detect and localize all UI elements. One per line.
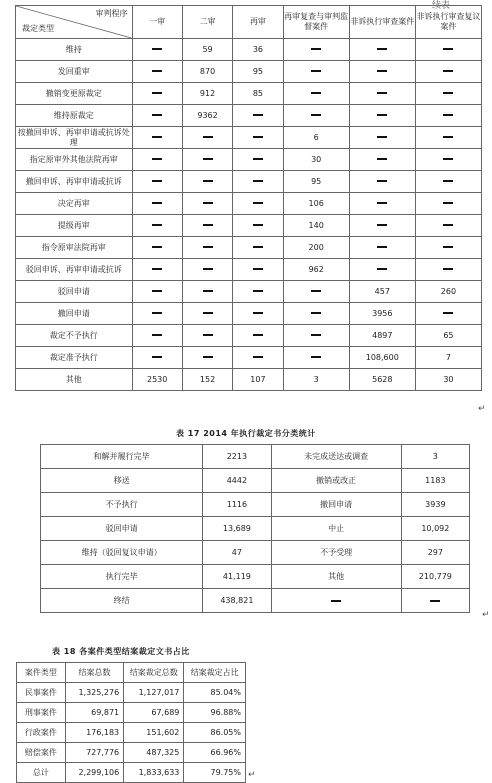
table-cell [132, 193, 182, 215]
table-cell [132, 281, 182, 303]
table-cell: 260 [415, 281, 481, 303]
table-cell [401, 589, 469, 613]
table-row [41, 565, 470, 589]
table-cell: 41,119 [203, 565, 271, 589]
dash-mark [443, 180, 453, 182]
table-row [16, 39, 482, 61]
dash-mark [311, 334, 321, 336]
table-cell [132, 237, 182, 259]
table-cell: 30 [283, 149, 349, 171]
table-cell [283, 83, 349, 105]
row-label: 驳回申请 [16, 281, 133, 303]
dash-mark [253, 268, 263, 270]
table-cell: 总计 [17, 763, 66, 783]
table-cell: 和解并履行完毕 [41, 445, 203, 469]
table-cell: 487,325 [124, 743, 184, 763]
table-cell: 86.05% [184, 723, 246, 743]
table-cell [349, 193, 415, 215]
table-cell [283, 39, 349, 61]
dash-mark [311, 48, 321, 50]
table-cell [415, 259, 481, 281]
table-cell [132, 215, 182, 237]
dash-mark [152, 114, 162, 116]
dash-mark [443, 312, 453, 314]
dash-mark [443, 246, 453, 248]
table-cell: 4897 [349, 325, 415, 347]
table-cell: 151,602 [124, 723, 184, 743]
table-row [17, 703, 246, 723]
table-cell: 9362 [182, 105, 232, 127]
dash-mark [443, 114, 453, 116]
table-cell [233, 281, 283, 303]
table-cell: 2,299,106 [65, 763, 123, 783]
case-type-ratio-table [16, 662, 246, 783]
table-cell [415, 215, 481, 237]
table-cell: 3 [283, 369, 349, 391]
table-cell [182, 171, 232, 193]
row-label: 指定原审外其他法院再审 [16, 149, 133, 171]
table-cell: 107 [233, 369, 283, 391]
table-row [16, 259, 482, 281]
row-label: 维持 [16, 39, 133, 61]
table-row [41, 469, 470, 493]
table-cell: 210,779 [401, 565, 469, 589]
row-label: 驳回申诉、再审申请或抗诉 [16, 259, 133, 281]
table-cell [182, 237, 232, 259]
dash-mark [253, 290, 263, 292]
table-row [17, 683, 246, 703]
corner-bottom-label: 裁定类型 [22, 24, 54, 33]
table-cell [182, 303, 232, 325]
table-cell [132, 149, 182, 171]
dash-mark [152, 246, 162, 248]
dash-mark [377, 202, 387, 204]
dash-mark [253, 158, 263, 160]
dash-mark [253, 136, 263, 138]
dash-mark [377, 48, 387, 50]
corner-top-label: 审判程序 [95, 9, 128, 18]
paragraph-mark-icon: ↵ [478, 404, 486, 414]
execution-ruling-table-body [41, 445, 470, 613]
table-cell [233, 215, 283, 237]
dash-mark [443, 202, 453, 204]
dash-mark [152, 48, 162, 50]
table-cell: 中止 [271, 517, 401, 541]
table-cell: 撤销或改正 [271, 469, 401, 493]
table-cell [233, 325, 283, 347]
table-cell [415, 127, 481, 149]
table-cell [415, 193, 481, 215]
dash-mark [377, 246, 387, 248]
table-cell [233, 347, 283, 369]
table-cell [132, 325, 182, 347]
table-cell: 移送 [41, 469, 203, 493]
table-cell: 727,776 [65, 743, 123, 763]
table-cell [349, 127, 415, 149]
dash-mark [377, 180, 387, 182]
table-cell: 刑事案件 [17, 703, 66, 723]
continued-label: 续表 [432, 1, 451, 11]
col-header: 结案裁定占比 [184, 663, 246, 683]
dash-mark [152, 268, 162, 270]
dash-mark [311, 70, 321, 72]
table-cell: 85.04% [184, 683, 246, 703]
dash-mark [253, 246, 263, 248]
diagonal-header-cell [16, 6, 133, 39]
table-cell: 47 [203, 541, 271, 565]
table-cell [182, 193, 232, 215]
dash-mark [152, 92, 162, 94]
dash-mark [152, 334, 162, 336]
ruling-type-table-body [16, 39, 482, 391]
table-cell [349, 171, 415, 193]
dash-mark [152, 70, 162, 72]
table-cell: 297 [401, 541, 469, 565]
table-cell [182, 347, 232, 369]
row-label: 撤回申请 [16, 303, 133, 325]
table-cell [283, 347, 349, 369]
table-cell [132, 347, 182, 369]
table-cell: 赔偿案件 [17, 743, 66, 763]
row-label: 发回重审 [16, 61, 133, 83]
table-cell [182, 149, 232, 171]
table-cell: 13,689 [203, 517, 271, 541]
table-cell: 撤回申请 [271, 493, 401, 517]
dash-mark [203, 268, 213, 270]
table-cell [415, 39, 481, 61]
table-cell: 140 [283, 215, 349, 237]
table-row [17, 743, 246, 763]
table-row [16, 105, 482, 127]
ruling-type-table [15, 5, 482, 391]
dash-mark [443, 70, 453, 72]
table-cell: 7 [415, 347, 481, 369]
execution-ruling-table [40, 444, 470, 613]
row-label: 指令原审法院再审 [16, 237, 133, 259]
table-cell: 65 [415, 325, 481, 347]
dash-mark [311, 92, 321, 94]
table-cell [349, 39, 415, 61]
table-cell: 不予执行 [41, 493, 203, 517]
dash-mark [203, 180, 213, 182]
dash-mark [253, 180, 263, 182]
dash-mark [152, 180, 162, 182]
dash-mark [253, 224, 263, 226]
paragraph-mark-icon: ↵ [482, 610, 490, 620]
table-cell: 4442 [203, 469, 271, 493]
col-header: 结案总数 [65, 663, 123, 683]
table-row [16, 127, 482, 149]
dash-mark [152, 158, 162, 160]
table-cell [283, 61, 349, 83]
table-cell [349, 149, 415, 171]
table-cell: 457 [349, 281, 415, 303]
table-cell: 67,689 [124, 703, 184, 723]
table-cell: 438,821 [203, 589, 271, 613]
row-label: 裁定准予执行 [16, 347, 133, 369]
table-cell: 1,833,633 [124, 763, 184, 783]
table-cell: 66.96% [184, 743, 246, 763]
table-cell: 终结 [41, 589, 203, 613]
dash-mark [443, 136, 453, 138]
table-row [41, 517, 470, 541]
table-cell [233, 193, 283, 215]
table-row [17, 763, 246, 783]
dash-mark [203, 312, 213, 314]
table-cell: 962 [283, 259, 349, 281]
dash-mark [152, 356, 162, 358]
table-cell: 1183 [401, 469, 469, 493]
dash-mark [203, 136, 213, 138]
table-cell [182, 281, 232, 303]
table-cell [233, 149, 283, 171]
table-cell: 5628 [349, 369, 415, 391]
table-cell [415, 171, 481, 193]
table18-caption: 表 18 各案件类型结案裁定文书占比 [52, 647, 190, 656]
table-cell [132, 83, 182, 105]
table-cell [233, 303, 283, 325]
table-cell: 176,183 [65, 723, 123, 743]
table-cell: 其他 [271, 565, 401, 589]
dash-mark [152, 202, 162, 204]
row-label: 裁定不予执行 [16, 325, 133, 347]
table-cell [349, 105, 415, 127]
dash-mark [152, 224, 162, 226]
table-cell: 民事案件 [17, 683, 66, 703]
table-cell [283, 303, 349, 325]
table-row [16, 369, 482, 391]
dash-mark [331, 600, 341, 602]
table-cell [182, 259, 232, 281]
table-cell [283, 105, 349, 127]
table-cell [182, 215, 232, 237]
table-cell [283, 325, 349, 347]
dash-mark [377, 268, 387, 270]
table-cell [132, 171, 182, 193]
table-cell: 6 [283, 127, 349, 149]
dash-mark [203, 246, 213, 248]
table-row [16, 237, 482, 259]
col-header: 再审 [233, 6, 283, 39]
table-cell: 2213 [203, 445, 271, 469]
row-label: 撤销变更原裁定 [16, 83, 133, 105]
table-cell: 1,127,017 [124, 683, 184, 703]
dash-mark [253, 356, 263, 358]
table-row [41, 445, 470, 469]
table-cell [132, 127, 182, 149]
paragraph-mark-icon: ↵ [248, 770, 256, 780]
dash-mark [203, 290, 213, 292]
table-cell: 3 [401, 445, 469, 469]
table-cell: 870 [182, 61, 232, 83]
table-row [16, 193, 482, 215]
col-header: 案件类型 [17, 663, 66, 683]
dash-mark [253, 334, 263, 336]
dash-mark [377, 158, 387, 160]
table-cell: 1116 [203, 493, 271, 517]
dash-mark [253, 312, 263, 314]
dash-mark [430, 600, 440, 602]
col-header: 再审复查与审判监督案件 [283, 6, 349, 39]
table-cell [349, 61, 415, 83]
table-row [16, 325, 482, 347]
dash-mark [443, 268, 453, 270]
table-row [16, 303, 482, 325]
table-cell: 85 [233, 83, 283, 105]
table-cell [182, 325, 232, 347]
table-cell [233, 259, 283, 281]
dash-mark [311, 114, 321, 116]
table-cell [349, 83, 415, 105]
dash-mark [203, 158, 213, 160]
dash-mark [253, 202, 263, 204]
dash-mark [377, 70, 387, 72]
table-cell: 108,600 [349, 347, 415, 369]
table-cell: 3939 [401, 493, 469, 517]
dash-mark [443, 224, 453, 226]
dash-mark [377, 224, 387, 226]
table-row [16, 347, 482, 369]
dash-mark [203, 224, 213, 226]
table-cell: 95 [283, 171, 349, 193]
table-cell [415, 149, 481, 171]
dash-mark [253, 114, 263, 116]
table-cell: 30 [415, 369, 481, 391]
dash-mark [203, 356, 213, 358]
table-row [41, 493, 470, 517]
table-cell: 2530 [132, 369, 182, 391]
row-label: 其他 [16, 369, 133, 391]
table-cell [132, 259, 182, 281]
table-row [16, 149, 482, 171]
row-label: 提级再审 [16, 215, 133, 237]
dash-mark [377, 114, 387, 116]
table-row [41, 589, 470, 613]
table-cell: 不予受理 [271, 541, 401, 565]
dash-mark [152, 312, 162, 314]
table-row [16, 61, 482, 83]
table-row [17, 723, 246, 743]
table-cell: 152 [182, 369, 232, 391]
col-header: 一审 [132, 6, 182, 39]
table-cell: 执行完毕 [41, 565, 203, 589]
table-row [16, 83, 482, 105]
table-row [41, 541, 470, 565]
dash-mark [377, 136, 387, 138]
table-row [16, 171, 482, 193]
table-cell: 59 [182, 39, 232, 61]
table-cell: 36 [233, 39, 283, 61]
dash-mark [311, 312, 321, 314]
col-header: 结案裁定总数 [124, 663, 184, 683]
dash-mark [443, 48, 453, 50]
table-cell [415, 83, 481, 105]
row-label: 维持原裁定 [16, 105, 133, 127]
dash-mark [443, 158, 453, 160]
table-cell [415, 303, 481, 325]
table-row [16, 281, 482, 303]
table-cell [132, 61, 182, 83]
table-cell [415, 105, 481, 127]
table-cell [349, 215, 415, 237]
col-header: 非诉执行审查复议案件 [415, 6, 481, 39]
table-cell [233, 105, 283, 127]
table-cell [415, 61, 481, 83]
row-label: 按撤回申诉、再审申请或抗诉处理 [16, 127, 133, 149]
table-cell: 200 [283, 237, 349, 259]
table-cell [132, 39, 182, 61]
table-row [16, 215, 482, 237]
table-cell [349, 237, 415, 259]
col-header: 非诉执行审查案件 [349, 6, 415, 39]
table-cell: 106 [283, 193, 349, 215]
dash-mark [152, 290, 162, 292]
table-cell [271, 589, 401, 613]
dash-mark [152, 136, 162, 138]
row-label: 决定再审 [16, 193, 133, 215]
table-cell: 69,871 [65, 703, 123, 723]
table-cell: 10,092 [401, 517, 469, 541]
table-cell: 96.88% [184, 703, 246, 723]
dash-mark [377, 92, 387, 94]
row-label: 撤回申诉、再审申请或抗诉 [16, 171, 133, 193]
table-cell [233, 237, 283, 259]
table-cell [233, 127, 283, 149]
table17-caption: 表 17 2014 年执行裁定书分类统计 [176, 429, 316, 438]
table-cell [283, 281, 349, 303]
table-cell [415, 237, 481, 259]
dash-mark [311, 290, 321, 292]
table-cell: 95 [233, 61, 283, 83]
table-cell [132, 303, 182, 325]
table-cell: 行政案件 [17, 723, 66, 743]
table-cell: 79.75% [184, 763, 246, 783]
case-type-ratio-table-body [17, 683, 246, 783]
table-cell: 未完成送达或调查 [271, 445, 401, 469]
table-cell [349, 259, 415, 281]
dash-mark [203, 202, 213, 204]
dash-mark [443, 92, 453, 94]
table-cell: 维持（驳回复议申请） [41, 541, 203, 565]
table-cell: 3956 [349, 303, 415, 325]
col-header: 二审 [182, 6, 232, 39]
dash-mark [311, 356, 321, 358]
table-cell: 1,325,276 [65, 683, 123, 703]
dash-mark [203, 334, 213, 336]
table-cell [132, 105, 182, 127]
table-cell [233, 171, 283, 193]
table-cell: 912 [182, 83, 232, 105]
table-cell [182, 127, 232, 149]
table-cell: 驳回申请 [41, 517, 203, 541]
